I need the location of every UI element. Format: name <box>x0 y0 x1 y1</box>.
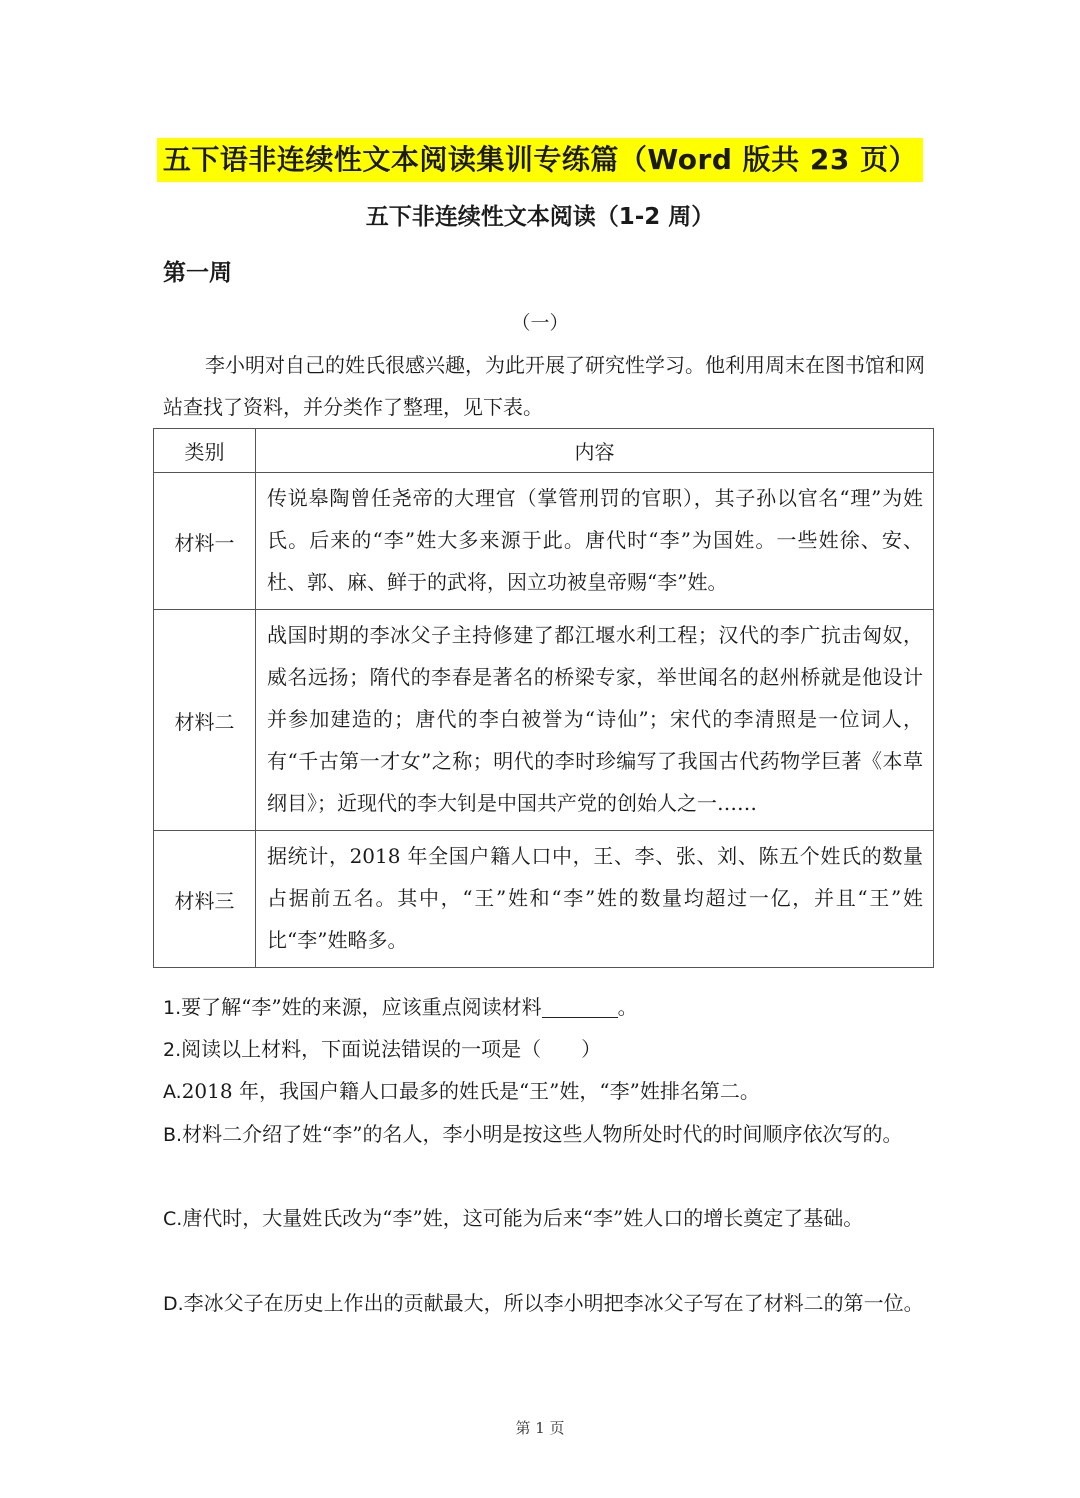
materials-table <box>153 428 934 968</box>
option-letter: A. <box>163 1081 182 1103</box>
question-1 <box>163 986 933 1029</box>
table-row <box>154 831 934 968</box>
row-content-text: 战国时期的李冰父子主持修建了都江堰水利工程；汉代的李广抗击匈奴，威名远扬；隋代的李春是著名的桥梁专家，举世闻名的赵州桥就是他设计并参加建造的；唐代的李白被誉为“诗仙”；宋代的李清照是一位词人，有“千古第一才女”之称；明代的李时珍编写了我国古代药物学巨著《本草纲目》；近现代的李大钊是中国共产党的创始人之一…… <box>267 623 923 815</box>
option-b <box>163 1113 933 1156</box>
question-2 <box>163 1028 933 1071</box>
question-number: 2. <box>163 1039 182 1061</box>
option-text: 2018 年，我国户籍人口最多的姓氏是“王”姓，“李”姓排名第二。 <box>181 1079 760 1103</box>
row-category: 材料三 <box>154 831 256 968</box>
highlighted-title-text: 五下语非连续性文本阅读集训专练篇（Word 版共 23 页） <box>157 138 923 182</box>
option-text: 李冰父子在历史上作出的贡献最大，所以李小明把李冰父子写在了材料二的第一位。 <box>183 1291 924 1315</box>
page-number: 第 1 页 <box>515 1419 565 1437</box>
row-category: 材料二 <box>154 610 256 831</box>
option-letter: D. <box>163 1293 184 1315</box>
header-category: 类别 <box>154 429 256 473</box>
option-c <box>163 1197 933 1240</box>
option-letter: B. <box>163 1124 183 1146</box>
header-content: 内容 <box>256 429 934 473</box>
option-a <box>163 1070 933 1113</box>
table-row <box>154 610 934 831</box>
table-row <box>154 473 934 610</box>
document-subtitle: 五下非连续性文本阅读（1-2 周） <box>365 204 715 230</box>
question-text: 阅读以上材料，下面说法错误的一项是（ ） <box>181 1037 602 1061</box>
row-content <box>256 473 934 610</box>
row-content-text: 传说皋陶曾任尧帝的大理官（掌管刑罚的官职），其子孙以官名“理”为姓氏。后来的“李”姓大多来源于此。唐代时“李”为国姓。一些姓徐、安、杜、郭、麻、鲜于的武将，因立功被皇帝赐“李”姓。 <box>267 486 923 594</box>
option-d <box>163 1282 933 1325</box>
row-category: 材料一 <box>154 473 256 610</box>
answer-blank[interactable] <box>542 991 618 1018</box>
option-text: 唐代时，大量姓氏改为“李”姓，这可能为后来“李”姓人口的增长奠定了基础。 <box>182 1206 864 1230</box>
question-number: 1. <box>163 997 182 1019</box>
row-content <box>256 831 934 968</box>
option-letter: C. <box>163 1208 183 1230</box>
question-end: 。 <box>617 995 638 1019</box>
week-heading: 第一周 <box>163 260 232 286</box>
question-text: 要了解“李”姓的来源，应该重点阅读材料 <box>181 995 542 1019</box>
document-title <box>0 138 1080 182</box>
option-text: 材料二介绍了姓“李”的名人，李小明是按这些人物所处时代的时间顺序依次写的。 <box>182 1122 903 1146</box>
table-header-row <box>154 429 934 473</box>
row-content <box>256 610 934 831</box>
row-content-text: 据统计，2018 年全国户籍人口中，王、李、张、刘、陈五个姓氏的数量占据前五名。其中，“王”姓和“李”姓的数量均超过一亿，并且“王”姓比“李”姓略多。 <box>267 844 923 952</box>
intro-paragraph: 李小明对自己的姓氏很感兴趣，为此开展了研究性学习。他利用周末在图书馆和网站查找了资料，并分类作了整理，见下表。 <box>163 353 925 419</box>
section-number: （一） <box>511 312 569 334</box>
